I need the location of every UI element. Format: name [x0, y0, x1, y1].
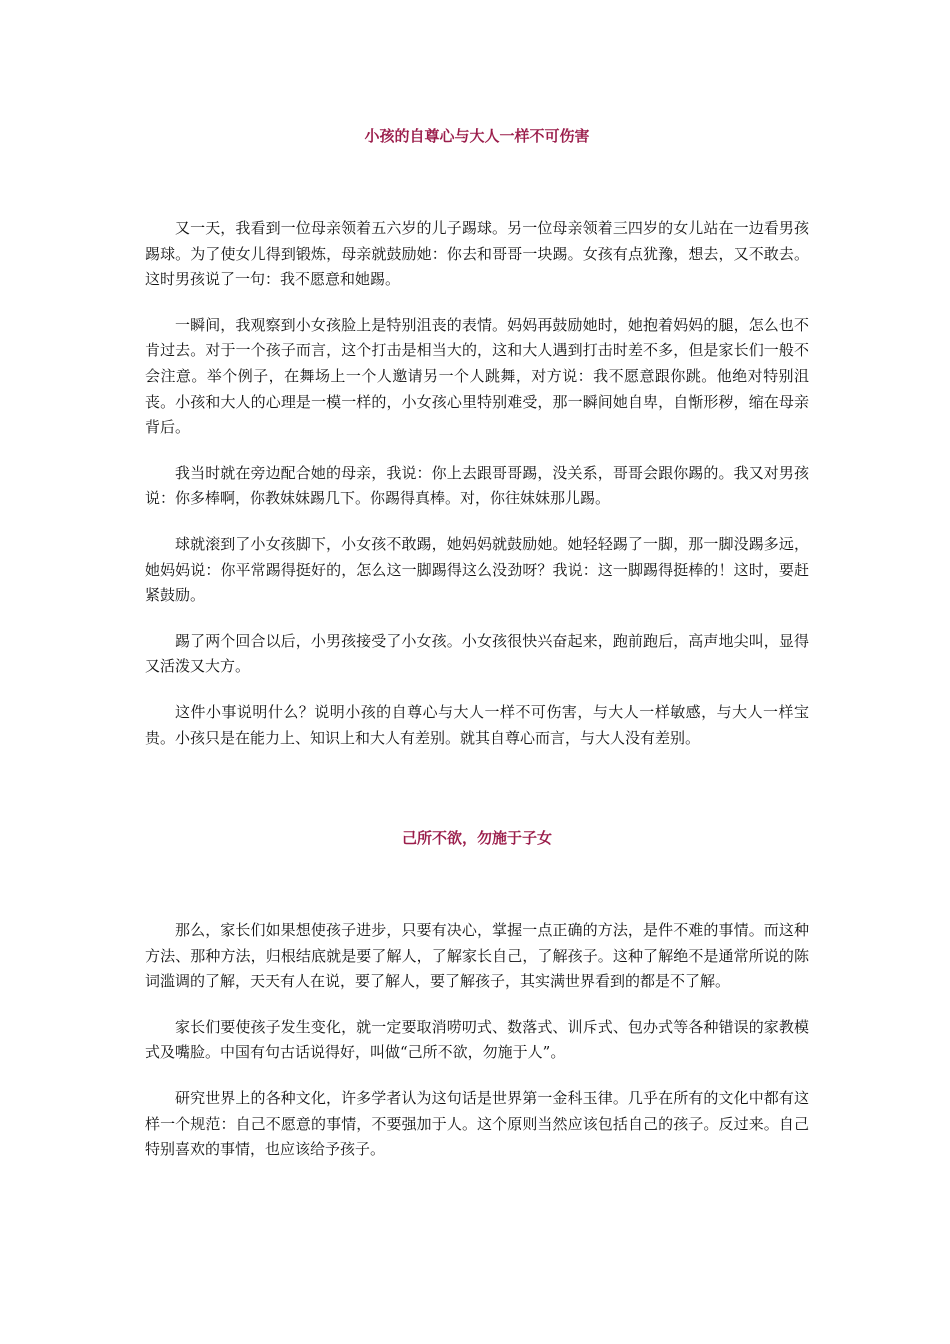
section-body [145, 216, 809, 751]
paragraph: 我当时就在旁边配合她的母亲，我说：你上去跟哥哥踢，没关系，哥哥会跟你踢的。我又对男孩说：你多棒啊，你教妹妹踢几下。你踢得真棒。对，你往妹妹那儿踢。 [145, 463, 809, 508]
paragraph: 研究世界上的各种文化，许多学者认为这句话是世界第一金科玉律。几乎在所有的文化中都有这样一个规范：自己不愿意的事情，不要强加于人。这个原则当然应该包括自己的孩子。反过来。自己特别喜欢的事情，也应该给予孩子。 [145, 1088, 809, 1159]
paragraph: 家长们要使孩子发生变化，就一定要取消唠叨式、数落式、训斥式、包办式等各种错误的家教模式及嘴脸。中国有句古话说得好，叫做“己所不欲，勿施于人”。 [145, 1017, 809, 1062]
paragraph: 这件小事说明什么？说明小孩的自尊心与大人一样不可伤害，与大人一样敏感，与大人一样宝贵。小孩只是在能力上、知识上和大人有差别。就其自尊心而言，与大人没有差别。 [145, 702, 809, 747]
paragraph: 一瞬间，我观察到小女孩脸上是特别沮丧的表情。妈妈再鼓励她时，她抱着妈妈的腿，怎么也不肯过去。对于一个孩子而言，这个打击是相当大的，这和大人遇到打击时差不多，但是家长们一般不会注意。举个例子，在舞场上一个人邀请另一个人跳舞，对方说：我不愿意跟你跳。他绝对特别沮丧。小孩和大人的心理是一模一样的，小女孩心里特别难受，那一瞬间她自卑，自惭形秽，缩在母亲背后。 [145, 315, 809, 437]
paragraph: 踢了两个回合以后，小男孩接受了小女孩。小女孩很快兴奋起来，跑前跑后，高声地尖叫，显得又活泼又大方。 [145, 631, 809, 676]
paragraph: 球就滚到了小女孩脚下，小女孩不敢踢，她妈妈就鼓励她。她轻轻踢了一脚，那一脚没踢多远，她妈妈说：你平常踢得挺好的，怎么这一脚踢得这么没劲呀？我说：这一脚踢得挺棒的！这时，要赶紧鼓励。 [145, 534, 809, 605]
section-body [145, 918, 809, 1163]
section-title: 小孩的自尊心与大人一样不可伤害 [364, 127, 590, 145]
section-title: 己所不欲，勿施于子女 [401, 829, 552, 847]
paragraph: 那么，家长们如果想使孩子进步，只要有决心，掌握一点正确的方法，是件不难的事情。而这种方法、那种方法，归根结底就是要了解人，了解家长自己，了解孩子。这种了解绝不是通常所说的陈词滥调的了解，天天有人在说，要了解人，要了解孩子，其实满世界看到的都是不了解。 [145, 921, 809, 991]
article-section-self-esteem [145, 121, 809, 771]
article-section-golden-rule [145, 823, 809, 1183]
paragraph: 又一天，我看到一位母亲领着五六岁的儿子踢球。另一位母亲领着三四岁的女儿站在一边看男孩踢球。为了使女儿得到锻炼，母亲就鼓励她：你去和哥哥一块踢。女孩有点犹豫，想去，又不敢去。这时男孩说了一句：我不愿意和她踢。 [145, 219, 809, 289]
